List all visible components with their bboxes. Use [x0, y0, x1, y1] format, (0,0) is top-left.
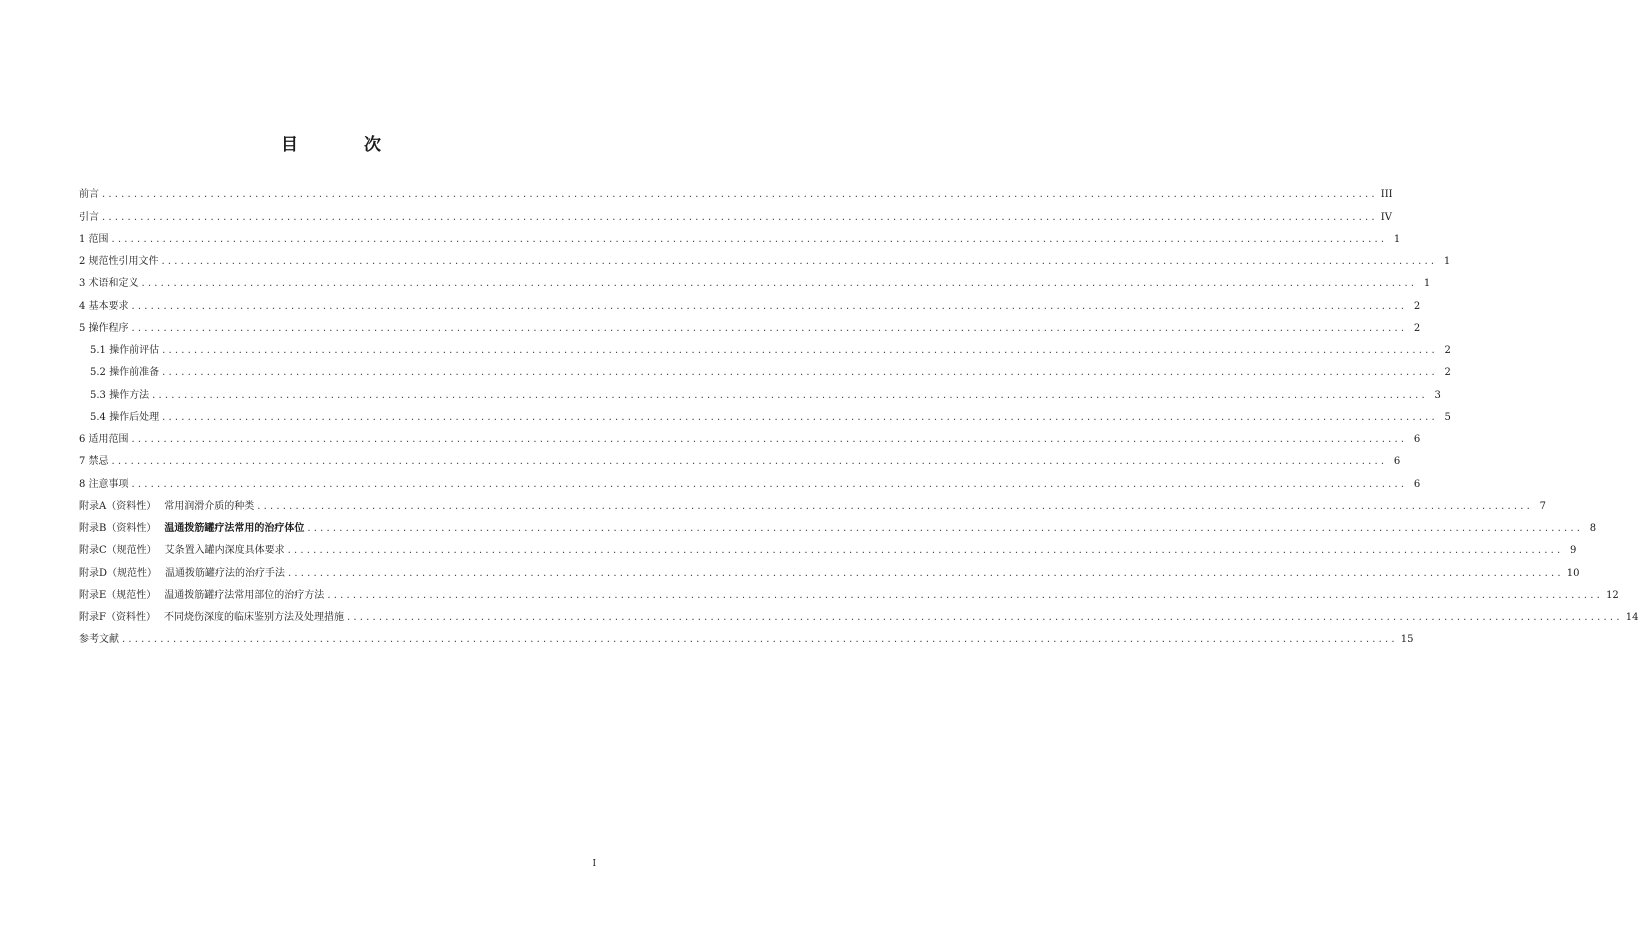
toc-appendix-prefix: 附录D（规范性）: [79, 567, 158, 579]
toc-entry-label: [79, 589, 327, 602]
toc-appendix-prefix: 附录B（资料性）: [79, 523, 157, 534]
toc-entry-label: [90, 389, 152, 402]
toc-entry-title: 温通拨筋罐疗法常用的治疗体位: [164, 523, 305, 534]
toc-entry[interactable]: [79, 446, 1401, 468]
toc-entry-title: 3 术语和定义: [79, 278, 139, 290]
toc-leader-dots: ........................................................................................................................................................................................................: [257, 500, 1533, 512]
toc-entry-title: 8 注意事项: [79, 478, 129, 490]
toc-page-number: 2: [1444, 367, 1451, 379]
toc-page-number: 12: [1606, 589, 1619, 601]
page-title: 目 次: [281, 135, 411, 155]
toc-leader-dots: ........................................................................................................................................................................................................: [141, 278, 1418, 290]
toc-entry[interactable]: [79, 424, 1421, 446]
toc-entry[interactable]: [79, 313, 1421, 335]
toc-page-number: 1: [1393, 233, 1401, 245]
toc-entry-label: [79, 233, 112, 246]
toc-entry[interactable]: [79, 535, 1577, 557]
toc-entry-title: 艾条置入罐内深度具体要求: [164, 545, 285, 557]
toc-entry-title: 5 操作程序: [79, 322, 129, 334]
toc-entry[interactable]: [79, 557, 1580, 579]
toc-leader-dots: ........................................................................................................................................................................................................: [131, 434, 1408, 445]
toc-page-number: 9: [1570, 545, 1577, 557]
toc-page-number: 6: [1413, 478, 1421, 490]
toc-entry[interactable]: [79, 491, 1546, 513]
toc-leader-dots: ........................................................................................................................................................................................................: [131, 478, 1408, 490]
toc-entry-title: 7 禁忌: [79, 456, 109, 468]
toc-leader-dots: ........................................................................................................................................................................................................: [346, 612, 1623, 623]
toc-entry[interactable]: [79, 402, 1451, 424]
toc-page-number: 1: [1443, 256, 1451, 267]
toc-entry-label: [79, 188, 102, 201]
toc-entry-title: 4 基本要求: [79, 300, 129, 312]
toc-entry[interactable]: [79, 179, 1393, 201]
toc-entry-label: [79, 455, 112, 468]
toc-page-number: 15: [1400, 634, 1414, 646]
toc-entry-title: 参考文献: [79, 634, 119, 646]
toc-entry-label: [79, 300, 132, 313]
toc-leader-dots: ........................................................................................................................................................................................................: [152, 389, 1428, 401]
toc-entry[interactable]: [79, 268, 1431, 290]
toc-entry-label: [79, 277, 142, 290]
toc-page-number: 14: [1625, 612, 1638, 623]
toc-entry-title: 5.3 操作方法: [90, 389, 150, 401]
toc-leader-dots: ........................................................................................................................................................................................................: [102, 189, 1378, 201]
toc-entry-title: 前言: [79, 189, 99, 201]
toc-entry-title: 不同烧伤深度的临床鉴别方法及处理措施: [163, 612, 344, 623]
toc-entry-title: 温通拨筋罐疗法常用部位的治疗方法: [164, 589, 325, 601]
toc-entry[interactable]: [79, 379, 1441, 401]
toc-page-number: 2: [1413, 322, 1421, 334]
toc-entry[interactable]: [79, 624, 1414, 646]
table-of-contents: [79, 179, 1638, 646]
toc-entry-title: 2 规范性引用文件: [79, 256, 159, 267]
toc-appendix-prefix: 附录F（资料性）: [79, 612, 156, 623]
toc-entry-label: [79, 211, 102, 224]
toc-entry-title: 5.4 操作后处理: [90, 411, 160, 423]
toc-leader-dots: ........................................................................................................................................................................................................: [162, 411, 1438, 423]
toc-entry-label: [79, 567, 288, 580]
toc-entry-label: [79, 544, 288, 557]
toc-page-number: 8: [1589, 523, 1597, 534]
toc-leader-dots: ........................................................................................................................................................................................................: [131, 322, 1408, 334]
toc-page-number: 5: [1444, 411, 1451, 423]
toc-leader-dots: ........................................................................................................................................................................................................: [307, 523, 1584, 534]
toc-entry-label: [90, 344, 162, 357]
toc-entry[interactable]: [79, 468, 1421, 490]
toc-leader-dots: ........................................................................................................................................................................................................: [327, 589, 1604, 601]
toc-entry-title: 1 范围: [79, 233, 109, 245]
toc-page-number: IV: [1380, 211, 1392, 223]
toc-entry-title: 5.1 操作前评估: [90, 345, 160, 356]
toc-page-number: 3: [1434, 389, 1441, 401]
toc-entry-label: [79, 478, 132, 491]
toc-leader-dots: ........................................................................................................................................................................................................: [102, 211, 1378, 223]
toc-leader-dots: ........................................................................................................................................................................................................: [161, 256, 1438, 267]
toc-entry-label: [90, 366, 162, 379]
toc-leader-dots: ........................................................................................................................................................................................................: [288, 567, 1564, 579]
toc-leader-dots: ........................................................................................................................................................................................................: [111, 456, 1388, 468]
toc-entry[interactable]: [79, 335, 1451, 357]
toc-entry-label: [79, 500, 257, 513]
toc-entry-title: 温通拨筋罐疗法的治疗手法: [165, 567, 286, 579]
toc-entry-label: [79, 633, 122, 646]
toc-entry[interactable]: [79, 201, 1392, 223]
toc-leader-dots: ........................................................................................................................................................................................................: [162, 367, 1438, 379]
toc-entry-title: 引言: [79, 211, 99, 223]
toc-appendix-prefix: 附录A（资料性）: [79, 500, 157, 512]
toc-page-number: 6: [1393, 456, 1401, 468]
toc-appendix-prefix: 附录E（规范性）: [79, 589, 157, 601]
toc-entry[interactable]: [79, 290, 1421, 312]
toc-entry[interactable]: [79, 513, 1597, 535]
toc-page-number: 1: [1423, 278, 1431, 290]
toc-leader-dots: ........................................................................................................................................................................................................: [287, 545, 1564, 557]
toc-leader-dots: ........................................................................................................................................................................................................: [131, 300, 1408, 312]
toc-entry[interactable]: [79, 357, 1451, 379]
toc-leader-dots: ........................................................................................................................................................................................................: [111, 233, 1388, 245]
toc-entry-label: [79, 322, 132, 335]
toc-page-number: 6: [1413, 434, 1421, 445]
toc-leader-dots: ........................................................................................................................................................................................................: [122, 634, 1398, 646]
toc-page-number: 10: [1566, 567, 1580, 579]
toc-page-number: 7: [1539, 500, 1546, 512]
toc-entry-label: [90, 411, 162, 424]
toc-entry-title: 6 适用范围: [79, 434, 129, 445]
toc-page-number: 2: [1444, 345, 1451, 356]
toc-entry[interactable]: [79, 602, 1638, 624]
toc-leader-dots: ........................................................................................................................................................................................................: [162, 345, 1438, 356]
toc-entry-title: 常用润滑介质的种类: [164, 500, 255, 512]
toc-page-number: 2: [1413, 300, 1421, 312]
toc-appendix-prefix: 附录C（规范性）: [79, 545, 157, 557]
toc-entry[interactable]: [79, 580, 1619, 602]
toc-entry-label: [79, 522, 307, 535]
toc-page-number: III: [1380, 189, 1393, 201]
toc-entry[interactable]: [79, 246, 1451, 268]
page-number: I: [592, 859, 596, 869]
toc-entry-label: [79, 433, 132, 446]
toc-entry-label: [79, 611, 347, 624]
toc-entry[interactable]: [79, 224, 1401, 246]
toc-entry-title: 5.2 操作前准备: [90, 367, 160, 379]
toc-entry-label: [79, 255, 162, 268]
